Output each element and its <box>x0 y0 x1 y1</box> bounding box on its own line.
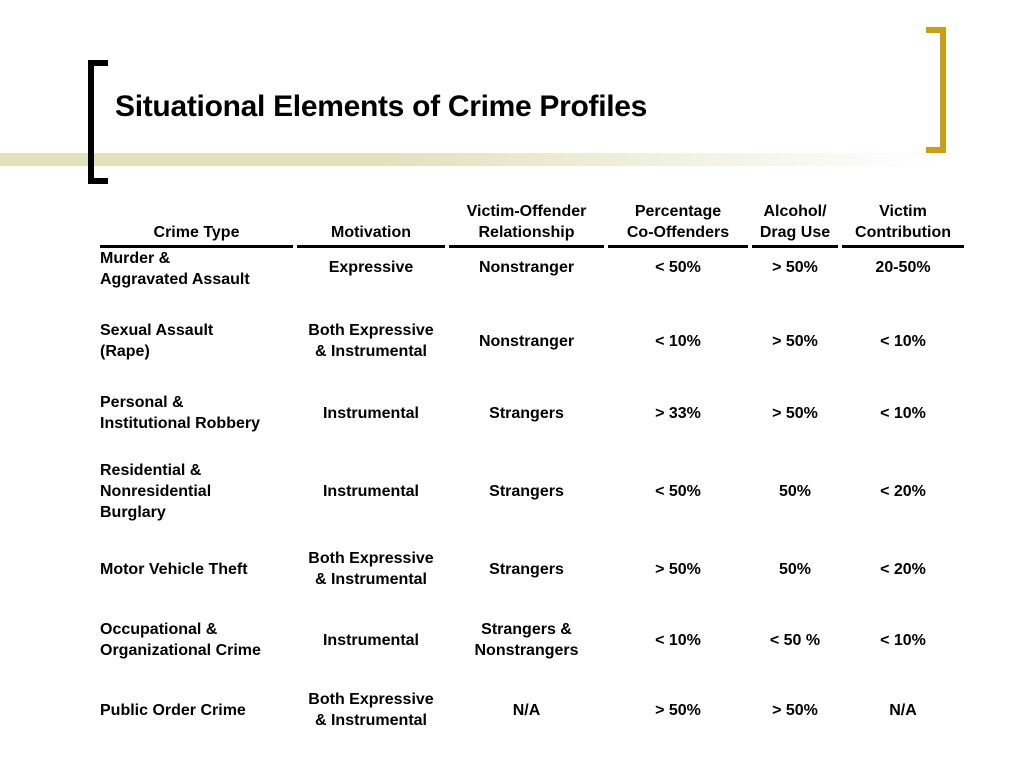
table-row <box>100 449 964 533</box>
cell-crime-type: Occupational & Organizational Crime <box>100 621 261 659</box>
cell-relationship: Strangers <box>489 404 564 422</box>
header-alcohol-drug-use: Alcohol/ Drag Use <box>752 199 838 248</box>
cell-victim-contribution: < 10% <box>880 332 926 350</box>
cell-co-offenders: < 10% <box>655 332 701 350</box>
cell-victim-contribution: 20-50% <box>875 259 931 276</box>
cell-relationship: Strangers <box>489 560 564 578</box>
table-row <box>100 533 964 605</box>
table-row <box>100 248 964 305</box>
cell-victim-contribution: < 10% <box>880 404 926 422</box>
header-percentage-co-offenders: Percentage Co-Offenders <box>608 199 748 248</box>
right-bracket-decoration <box>926 27 946 153</box>
cell-crime-type: Public Order Crime <box>100 701 246 719</box>
header-victim-offender-relationship: Victim-Offender Relationship <box>449 199 604 248</box>
cell-motivation: Instrumental <box>322 404 419 422</box>
cell-crime-type: Motor Vehicle Theft <box>100 560 248 578</box>
table-row <box>100 305 964 377</box>
header-victim-contribution: Victim Contribution <box>842 199 964 248</box>
crime-profiles-table <box>100 199 964 745</box>
table-row <box>100 605 964 675</box>
slide-title: Situational Elements of Crime Profiles <box>115 90 648 123</box>
cell-crime-type: Personal & Institutional Robbery <box>100 394 260 432</box>
cell-crime-type: Murder & Aggravated Assault <box>100 250 250 288</box>
cell-relationship: Strangers <box>489 482 564 500</box>
title-accent-bar <box>0 153 940 166</box>
cell-co-offenders: < 10% <box>655 631 701 649</box>
cell-alcohol-drug-use: > 50% <box>772 701 818 719</box>
cell-co-offenders: < 50% <box>655 259 701 276</box>
cell-co-offenders: > 50% <box>655 701 701 719</box>
cell-crime-type: Sexual Assault (Rape) <box>100 322 214 360</box>
cell-victim-contribution: < 10% <box>880 631 926 649</box>
cell-alcohol-drug-use: > 50% <box>772 404 818 422</box>
cell-victim-contribution: < 20% <box>880 482 926 500</box>
cell-victim-contribution: < 20% <box>880 560 926 578</box>
cell-co-offenders: < 50% <box>655 482 701 500</box>
cell-motivation: Instrumental <box>322 482 419 500</box>
table-header-row <box>100 199 964 248</box>
cell-relationship: N/A <box>512 701 541 719</box>
table-row <box>100 377 964 449</box>
cell-alcohol-drug-use: 50% <box>778 482 812 500</box>
left-bracket-decoration <box>88 60 108 184</box>
cell-relationship: Nonstranger <box>478 332 575 350</box>
cell-victim-contribution: N/A <box>889 701 917 719</box>
header-motivation: Motivation <box>297 199 445 248</box>
cell-relationship: Strangers & Nonstrangers <box>474 621 579 659</box>
header-crime-type: Crime Type <box>100 199 293 248</box>
cell-relationship: Nonstranger <box>478 259 575 276</box>
cell-co-offenders: > 50% <box>655 560 701 578</box>
cell-motivation: Expressive <box>328 259 414 276</box>
table-row <box>100 675 964 745</box>
cell-crime-type: Residential & Nonresidential Burglary <box>100 461 212 521</box>
cell-motivation: Instrumental <box>322 631 419 649</box>
cell-alcohol-drug-use: < 50 % <box>769 631 821 649</box>
cell-motivation: Both Expressive & Instrumental <box>308 691 434 729</box>
cell-motivation: Both Expressive & Instrumental <box>308 322 434 360</box>
cell-co-offenders: > 33% <box>655 404 701 422</box>
cell-motivation: Both Expressive & Instrumental <box>308 550 434 588</box>
cell-alcohol-drug-use: > 50% <box>772 259 818 276</box>
cell-alcohol-drug-use: > 50% <box>772 332 818 350</box>
cell-alcohol-drug-use: 50% <box>778 560 812 578</box>
